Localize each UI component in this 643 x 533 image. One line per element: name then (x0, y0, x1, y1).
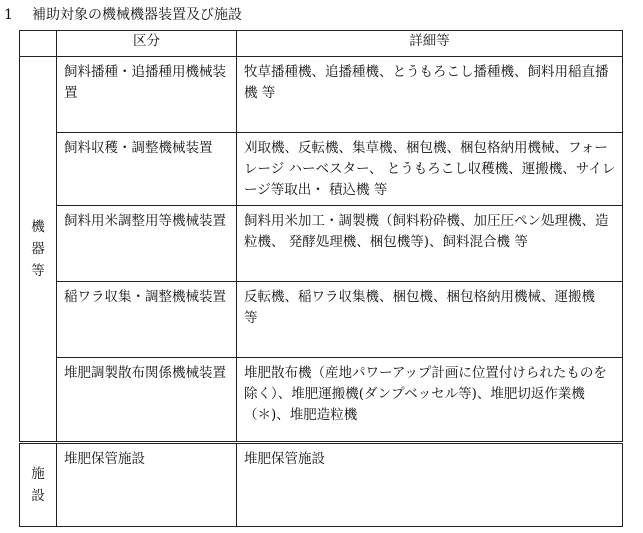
table-header-row (20, 31, 623, 57)
row-details: 堆肥保管施設 (237, 443, 623, 527)
header-details: 詳細等 (237, 31, 623, 57)
table-row (20, 282, 623, 358)
row-details: 牧草播種機、追播種機、とうもろこし播種機、飼料用稲直播機 等 (237, 57, 623, 133)
table-row (20, 57, 623, 133)
row-category: 飼料用米調整用等機械装置 (57, 206, 237, 282)
row-details: 飼料用米加工・調製機（飼料粉砕機、加圧圧ペン処理機、造粒機、 発酵処理機、梱包機等)、飼料混合機 等 (237, 206, 623, 282)
table-row (20, 358, 623, 443)
row-category: 稲ワラ収集・調整機械装置 (57, 282, 237, 358)
row-category: 堆肥保管施設 (57, 443, 237, 527)
table-row (20, 133, 623, 206)
equipment-table (19, 30, 623, 527)
table-row (20, 443, 623, 527)
group-label-equipment: 機 器 等 (20, 57, 57, 443)
section-title: 補助対象の機械機器装置及び施設 (32, 7, 242, 23)
section-heading (4, 6, 242, 24)
header-blank (20, 31, 57, 57)
row-details: 堆肥散布機（産地パワーアップ計画に位置付けられたものを除く）、堆肥運搬機(ダンプベッセル等)、堆肥切返作業機（＊)、堆肥造粒機 (237, 358, 623, 443)
group-label-facility: 施 設 (20, 443, 57, 527)
row-details: 刈取機、反転機、集草機、梱包機、梱包格納用機械、フォーレージ ハーベスター、 とうもろこし収穫機、運搬機、サイレージ等取出・ 積込機 等 (237, 133, 623, 206)
row-category: 飼料収穫・調整機械装置 (57, 133, 237, 206)
row-category: 飼料播種・追播種用機械装置 (57, 57, 237, 133)
table-row (20, 206, 623, 282)
row-category: 堆肥調製散布関係機械装置 (57, 358, 237, 443)
row-details: 反転機、稲ワラ収集機、梱包機、梱包格納用機械、運搬機 等 (237, 282, 623, 358)
section-number: 1 (4, 7, 13, 23)
header-category: 区分 (57, 31, 237, 57)
